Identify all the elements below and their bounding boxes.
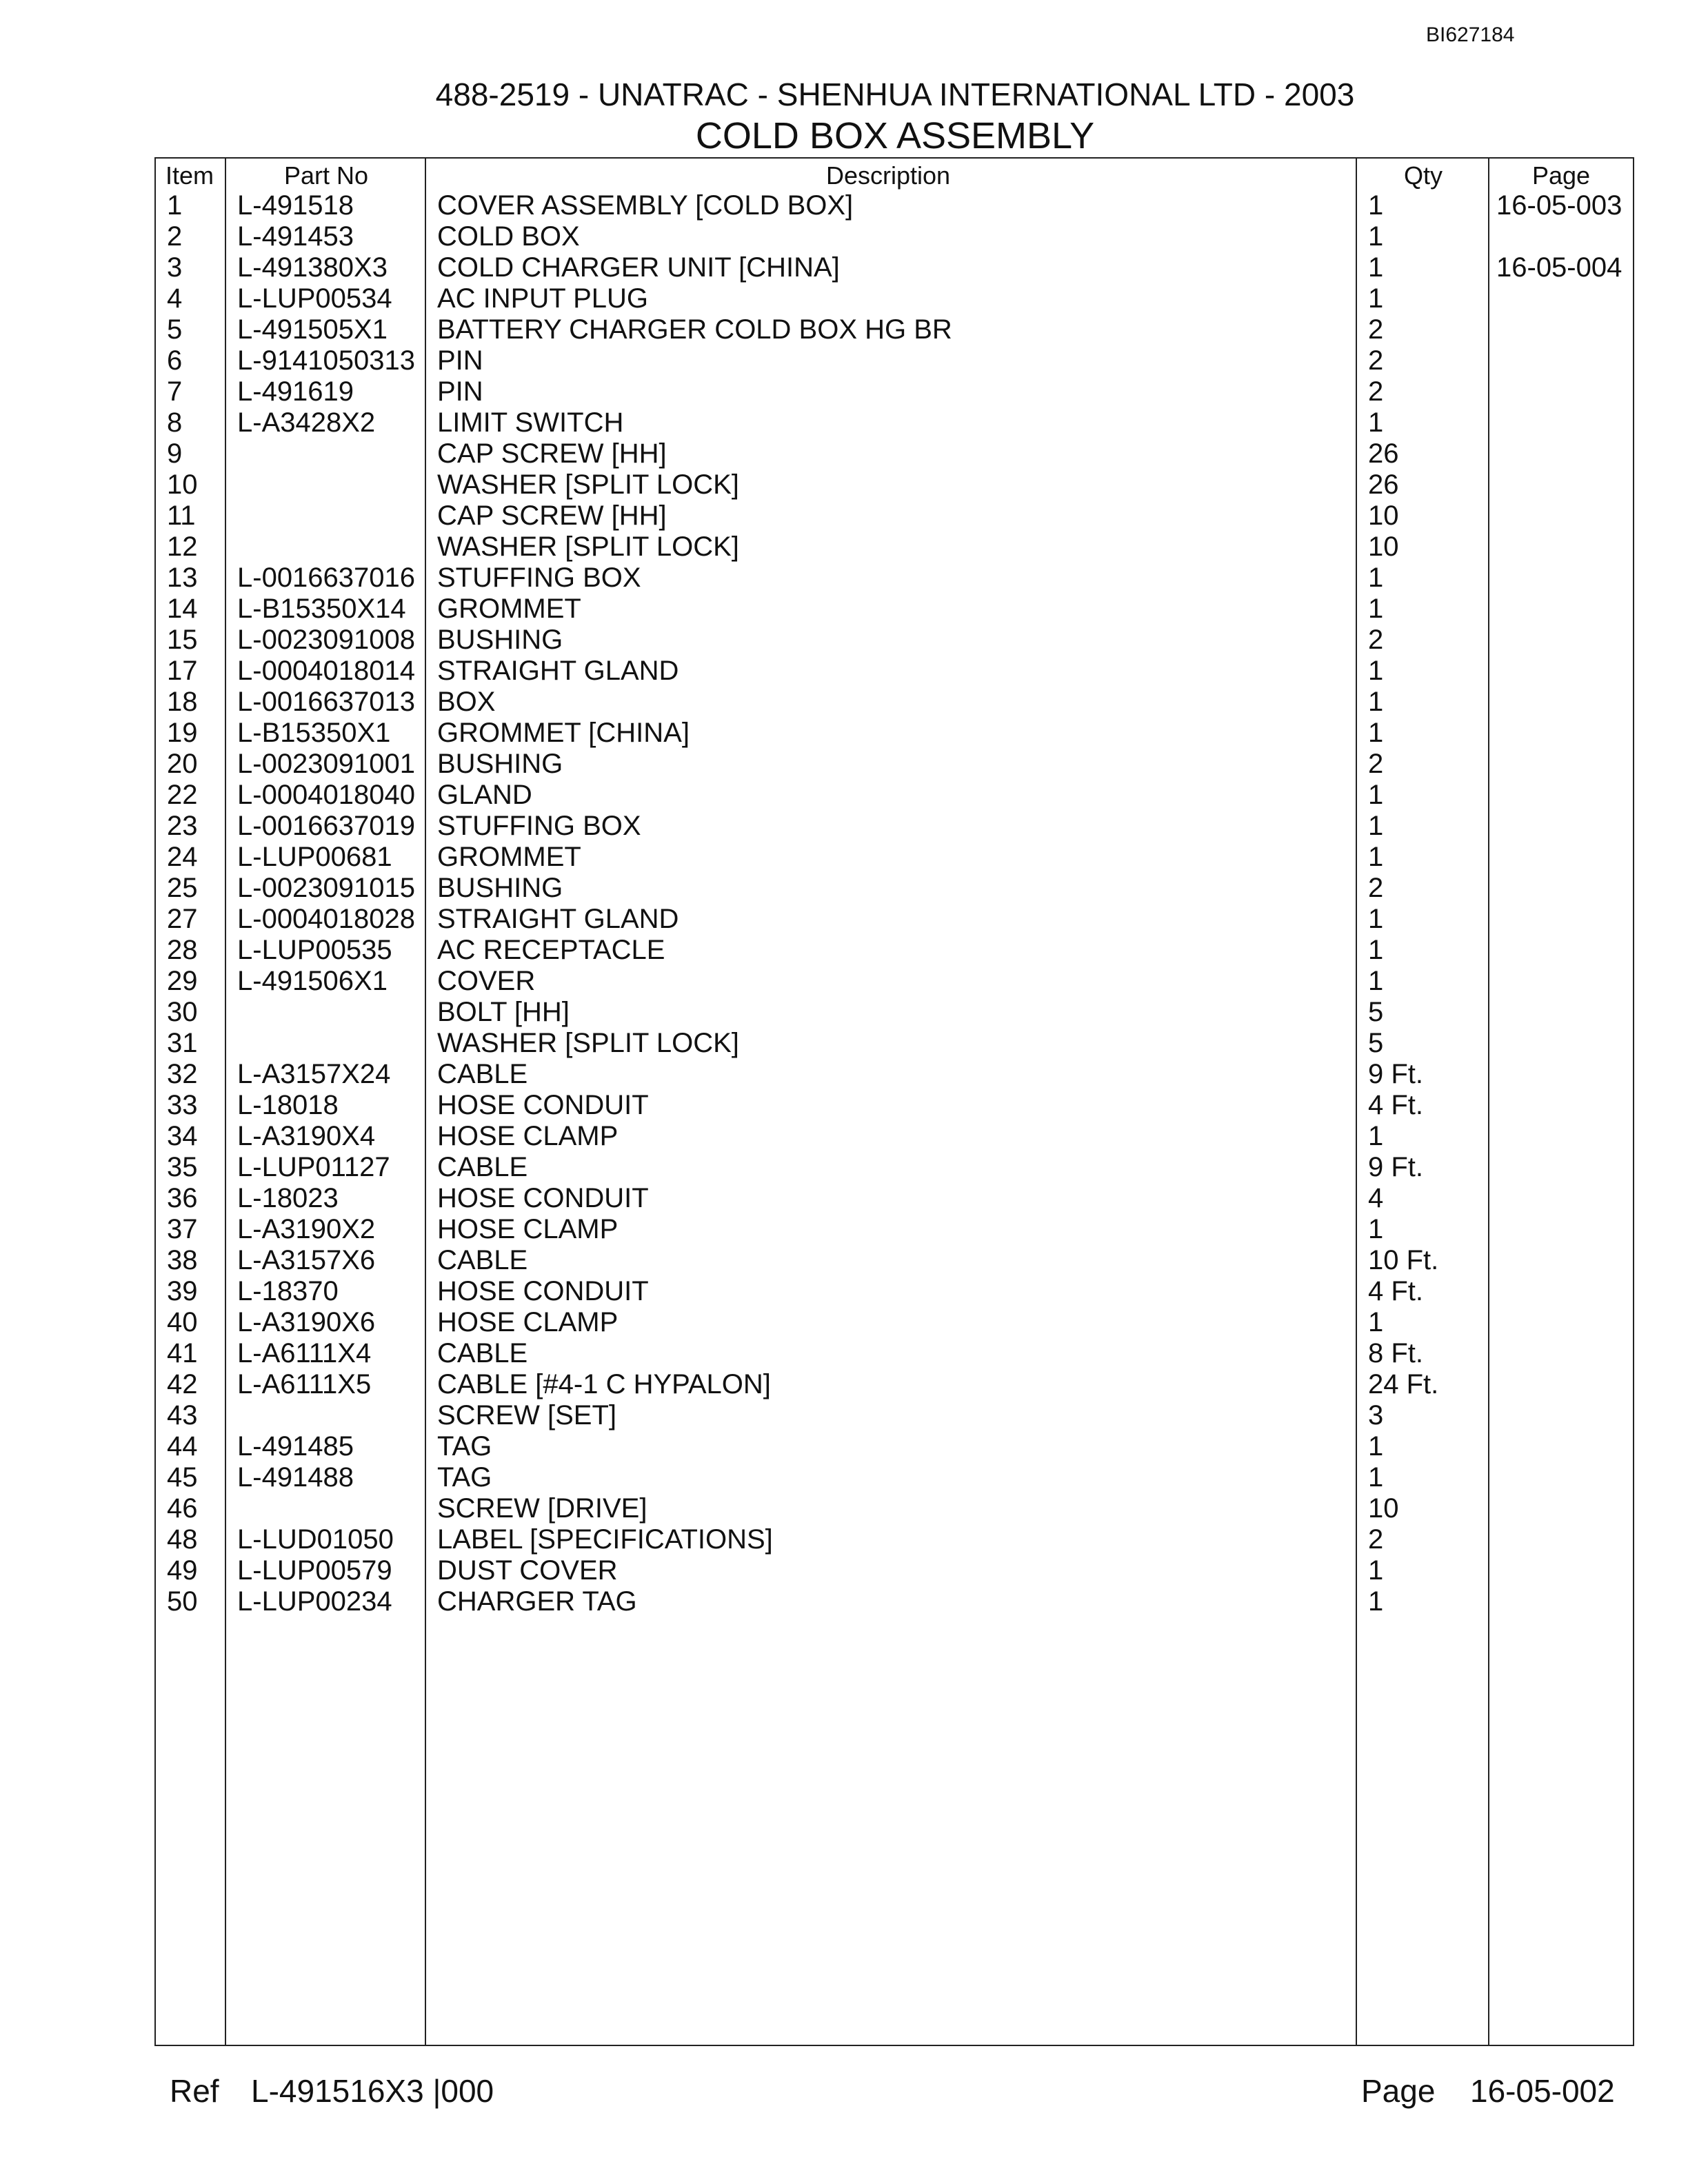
table-row (156, 563, 1633, 594)
quantity: 1 (1368, 1431, 1384, 1462)
part-number: L-LUP00535 (237, 935, 392, 965)
table-row (156, 1214, 1633, 1245)
item-number: 35 (167, 1152, 198, 1182)
quantity: 1 (1368, 190, 1384, 221)
part-number: L-491453 (237, 221, 354, 252)
table-row (156, 252, 1633, 283)
part-description: STRAIGHT GLAND (437, 904, 679, 934)
quantity: 2 (1368, 749, 1384, 779)
part-number: L-18023 (237, 1183, 339, 1213)
part-number: L-0004018014 (237, 656, 416, 686)
item-number: 2 (167, 221, 183, 252)
table-row (156, 190, 1633, 221)
part-description: COLD BOX (437, 221, 580, 252)
table-row (156, 656, 1633, 687)
table-body (156, 190, 1633, 1617)
item-number: 30 (167, 997, 198, 1027)
table-row (156, 1121, 1633, 1152)
table-row (156, 1524, 1633, 1555)
ref-label: Ref (170, 2073, 219, 2109)
quantity: 4 (1368, 1183, 1384, 1213)
table-row (156, 532, 1633, 563)
item-number: 37 (167, 1214, 198, 1244)
quantity: 24 Ft. (1368, 1369, 1439, 1399)
part-number: L-0016637013 (237, 687, 416, 717)
column-header-page: Page (1532, 161, 1591, 190)
part-description: COVER (437, 966, 536, 996)
table-row (156, 1276, 1633, 1307)
table-row (156, 469, 1633, 501)
part-description: HOSE CONDUIT (437, 1090, 649, 1120)
item-number: 36 (167, 1183, 198, 1213)
table-row (156, 1369, 1633, 1400)
item-number: 34 (167, 1121, 198, 1151)
item-number: 29 (167, 966, 198, 996)
item-number: 41 (167, 1338, 198, 1368)
quantity: 4 Ft. (1368, 1276, 1424, 1306)
part-number: L-491488 (237, 1462, 354, 1493)
part-number: L-491619 (237, 376, 354, 407)
quantity: 10 (1368, 532, 1399, 562)
part-number: L-0016637019 (237, 811, 416, 841)
quantity: 5 (1368, 1028, 1384, 1058)
part-description: STRAIGHT GLAND (437, 656, 679, 686)
part-number: L-18370 (237, 1276, 339, 1306)
table-row (156, 283, 1633, 314)
table-row (156, 1059, 1633, 1090)
part-description: COVER ASSEMBLY [COLD BOX] (437, 190, 854, 221)
table-row (156, 1586, 1633, 1617)
part-description: WASHER [SPLIT LOCK] (437, 1028, 739, 1058)
ref-value: L-491516X3 |000 (251, 2073, 494, 2109)
table-row (156, 407, 1633, 438)
item-number: 25 (167, 873, 198, 903)
part-number: L-A3190X6 (237, 1307, 376, 1337)
part-description: CABLE [#4-1 C HYPALON] (437, 1369, 771, 1399)
part-description: HOSE CLAMP (437, 1214, 619, 1244)
part-description: GROMMET (437, 594, 581, 624)
quantity: 1 (1368, 407, 1384, 438)
item-number: 27 (167, 904, 198, 934)
table-row (156, 1028, 1633, 1059)
part-description: HOSE CLAMP (437, 1307, 619, 1337)
quantity: 2 (1368, 314, 1384, 345)
table-row (156, 314, 1633, 345)
part-description: COLD CHARGER UNIT [CHINA] (437, 252, 840, 283)
table-row (156, 935, 1633, 966)
part-description: WASHER [SPLIT LOCK] (437, 532, 739, 562)
quantity: 10 (1368, 1493, 1399, 1524)
document-title: 488-2519 - UNATRAC - SHENHUA INTERNATIONAL LTD - 2003 (435, 77, 1355, 112)
item-number: 22 (167, 780, 198, 810)
quantity: 1 (1368, 718, 1384, 748)
table-row (156, 345, 1633, 376)
table-row (156, 1400, 1633, 1431)
part-number: L-LUD01050 (237, 1524, 394, 1555)
quantity: 26 (1368, 438, 1399, 469)
quantity: 2 (1368, 345, 1384, 376)
parts-table (154, 157, 1634, 2046)
quantity: 2 (1368, 1524, 1384, 1555)
table-row (156, 1431, 1633, 1462)
part-number: L-LUP00534 (237, 283, 392, 314)
page-label: Page (1361, 2073, 1436, 2109)
quantity: 2 (1368, 376, 1384, 407)
part-number: L-18018 (237, 1090, 339, 1120)
quantity: 1 (1368, 1462, 1384, 1493)
quantity: 1 (1368, 1121, 1384, 1151)
item-number: 3 (167, 252, 183, 283)
table-row (156, 1338, 1633, 1369)
item-number: 45 (167, 1462, 198, 1493)
quantity: 1 (1368, 904, 1384, 934)
table-row (156, 749, 1633, 780)
document-id: BI627184 (1426, 23, 1515, 46)
quantity: 2 (1368, 873, 1384, 903)
table-row (156, 1462, 1633, 1493)
item-number: 13 (167, 563, 198, 593)
quantity: 9 Ft. (1368, 1059, 1424, 1089)
part-description: TAG (437, 1431, 492, 1462)
part-description: HOSE CLAMP (437, 1121, 619, 1151)
quantity: 10 (1368, 501, 1399, 531)
item-number: 4 (167, 283, 183, 314)
part-description: GROMMET [CHINA] (437, 718, 690, 748)
part-description: LABEL [SPECIFICATIONS] (437, 1524, 773, 1555)
item-number: 46 (167, 1493, 198, 1524)
part-number: L-LUP01127 (237, 1152, 390, 1182)
quantity: 1 (1368, 563, 1384, 593)
part-description: HOSE CONDUIT (437, 1276, 649, 1306)
table-row (156, 501, 1633, 532)
part-description: HOSE CONDUIT (437, 1183, 649, 1213)
table-row (156, 625, 1633, 656)
table-row (156, 376, 1633, 407)
part-description: BATTERY CHARGER COLD BOX HG BR (437, 314, 952, 345)
quantity: 1 (1368, 283, 1384, 314)
item-number: 39 (167, 1276, 198, 1306)
item-number: 15 (167, 625, 198, 655)
part-description: GLAND (437, 780, 532, 810)
quantity: 1 (1368, 1214, 1384, 1244)
part-description: BOLT [HH] (437, 997, 570, 1027)
table-row (156, 780, 1633, 811)
quantity: 1 (1368, 656, 1384, 686)
quantity: 1 (1368, 966, 1384, 996)
part-number: L-9141050313 (237, 345, 416, 376)
table-row (156, 1183, 1633, 1214)
part-number: L-0004018040 (237, 780, 416, 810)
quantity: 3 (1368, 1400, 1384, 1430)
item-number: 33 (167, 1090, 198, 1120)
table-row (156, 811, 1633, 842)
item-number: 49 (167, 1555, 198, 1586)
part-number: L-B15350X1 (237, 718, 391, 748)
item-number: 23 (167, 811, 198, 841)
part-description: STUFFING BOX (437, 811, 641, 841)
quantity: 1 (1368, 780, 1384, 810)
item-number: 1 (167, 190, 183, 221)
quantity: 1 (1368, 811, 1384, 841)
quantity: 4 Ft. (1368, 1090, 1424, 1120)
quantity: 9 Ft. (1368, 1152, 1424, 1182)
part-description: TAG (437, 1462, 492, 1493)
table-row (156, 873, 1633, 904)
table-row (156, 594, 1633, 625)
table-row (156, 687, 1633, 718)
item-number: 9 (167, 438, 183, 469)
table-row (156, 904, 1633, 935)
part-number: L-A6111X4 (237, 1338, 372, 1368)
item-number: 18 (167, 687, 198, 717)
table-row (156, 1245, 1633, 1276)
item-number: 14 (167, 594, 198, 624)
item-number: 24 (167, 842, 198, 872)
part-description: CABLE (437, 1059, 528, 1089)
table-row (156, 1307, 1633, 1338)
page-reference: 16-05-003 (1496, 190, 1622, 221)
part-number: L-LUP00579 (237, 1555, 392, 1586)
quantity: 1 (1368, 1307, 1384, 1337)
part-number: L-0023091008 (237, 625, 416, 655)
quantity: 1 (1368, 687, 1384, 717)
quantity: 5 (1368, 997, 1384, 1027)
part-number: L-0016637016 (237, 563, 416, 593)
column-header-item: Item (165, 161, 214, 190)
part-description: GROMMET (437, 842, 581, 872)
part-description: PIN (437, 376, 483, 407)
part-number: L-A3190X2 (237, 1214, 376, 1244)
item-number: 5 (167, 314, 183, 345)
part-number: L-B15350X14 (237, 594, 406, 624)
part-description: PIN (437, 345, 483, 376)
column-header-description: Description (826, 161, 951, 190)
quantity: 1 (1368, 594, 1384, 624)
item-number: 11 (167, 501, 196, 531)
item-number: 28 (167, 935, 198, 965)
part-number: L-491485 (237, 1431, 354, 1462)
item-number: 48 (167, 1524, 198, 1555)
item-number: 42 (167, 1369, 198, 1399)
item-number: 8 (167, 407, 183, 438)
part-number: L-491506X1 (237, 966, 388, 996)
quantity: 1 (1368, 252, 1384, 283)
part-description: BOX (437, 687, 496, 717)
quantity: 1 (1368, 1555, 1384, 1586)
part-description: AC INPUT PLUG (437, 283, 648, 314)
quantity: 10 Ft. (1368, 1245, 1439, 1275)
item-number: 31 (167, 1028, 198, 1058)
item-number: 32 (167, 1059, 198, 1089)
part-description: SCREW [DRIVE] (437, 1493, 647, 1524)
quantity: 1 (1368, 842, 1384, 872)
part-description: WASHER [SPLIT LOCK] (437, 469, 739, 500)
page-number: 16-05-002 (1470, 2073, 1615, 2109)
item-number: 17 (167, 656, 198, 686)
column-header-part-no: Part No (284, 161, 369, 190)
part-number: L-A3157X6 (237, 1245, 376, 1275)
part-description: CAP SCREW [HH] (437, 438, 667, 469)
item-number: 50 (167, 1586, 198, 1617)
part-description: CHARGER TAG (437, 1586, 637, 1617)
quantity: 8 Ft. (1368, 1338, 1424, 1368)
item-number: 38 (167, 1245, 198, 1275)
item-number: 43 (167, 1400, 198, 1430)
part-number: L-491380X3 (237, 252, 388, 283)
table-row (156, 997, 1633, 1028)
item-number: 20 (167, 749, 198, 779)
part-number: L-491518 (237, 190, 354, 221)
table-row (156, 1090, 1633, 1121)
table-row (156, 438, 1633, 469)
part-number: L-A3190X4 (237, 1121, 376, 1151)
part-number: L-491505X1 (237, 314, 388, 345)
item-number: 44 (167, 1431, 198, 1462)
part-description: CABLE (437, 1152, 528, 1182)
table-row (156, 718, 1633, 749)
part-description: BUSHING (437, 749, 563, 779)
table-row (156, 966, 1633, 997)
part-number: L-A6111X5 (237, 1369, 372, 1399)
part-number: L-LUP00681 (237, 842, 392, 872)
part-description: CABLE (437, 1245, 528, 1275)
part-number: L-A3157X24 (237, 1059, 391, 1089)
part-description: CABLE (437, 1338, 528, 1368)
item-number: 12 (167, 532, 198, 562)
quantity: 1 (1368, 935, 1384, 965)
quantity: 1 (1368, 221, 1384, 252)
quantity: 26 (1368, 469, 1399, 500)
part-description: STUFFING BOX (437, 563, 641, 593)
item-number: 7 (167, 376, 183, 407)
part-number: L-A3428X2 (237, 407, 376, 438)
part-number: L-LUP00234 (237, 1586, 392, 1617)
part-description: SCREW [SET] (437, 1400, 617, 1430)
part-description: AC RECEPTACLE (437, 935, 665, 965)
part-description: BUSHING (437, 625, 563, 655)
part-description: BUSHING (437, 873, 563, 903)
item-number: 19 (167, 718, 198, 748)
item-number: 40 (167, 1307, 198, 1337)
page-reference: 16-05-004 (1496, 252, 1622, 283)
table-row (156, 842, 1633, 873)
item-number: 10 (167, 469, 198, 500)
part-description: CAP SCREW [HH] (437, 501, 667, 531)
part-description: LIMIT SWITCH (437, 407, 624, 438)
column-header-qty: Qty (1404, 161, 1443, 190)
part-description: DUST COVER (437, 1555, 618, 1586)
part-number: L-0023091015 (237, 873, 416, 903)
quantity: 1 (1368, 1586, 1384, 1617)
table-row (156, 1555, 1633, 1586)
table-row (156, 221, 1633, 252)
part-number: L-0004018028 (237, 904, 416, 934)
quantity: 2 (1368, 625, 1384, 655)
table-row (156, 1152, 1633, 1183)
assembly-title: COLD BOX ASSEMBLY (695, 115, 1095, 156)
part-number: L-0023091001 (237, 749, 416, 779)
item-number: 6 (167, 345, 183, 376)
table-row (156, 1493, 1633, 1524)
